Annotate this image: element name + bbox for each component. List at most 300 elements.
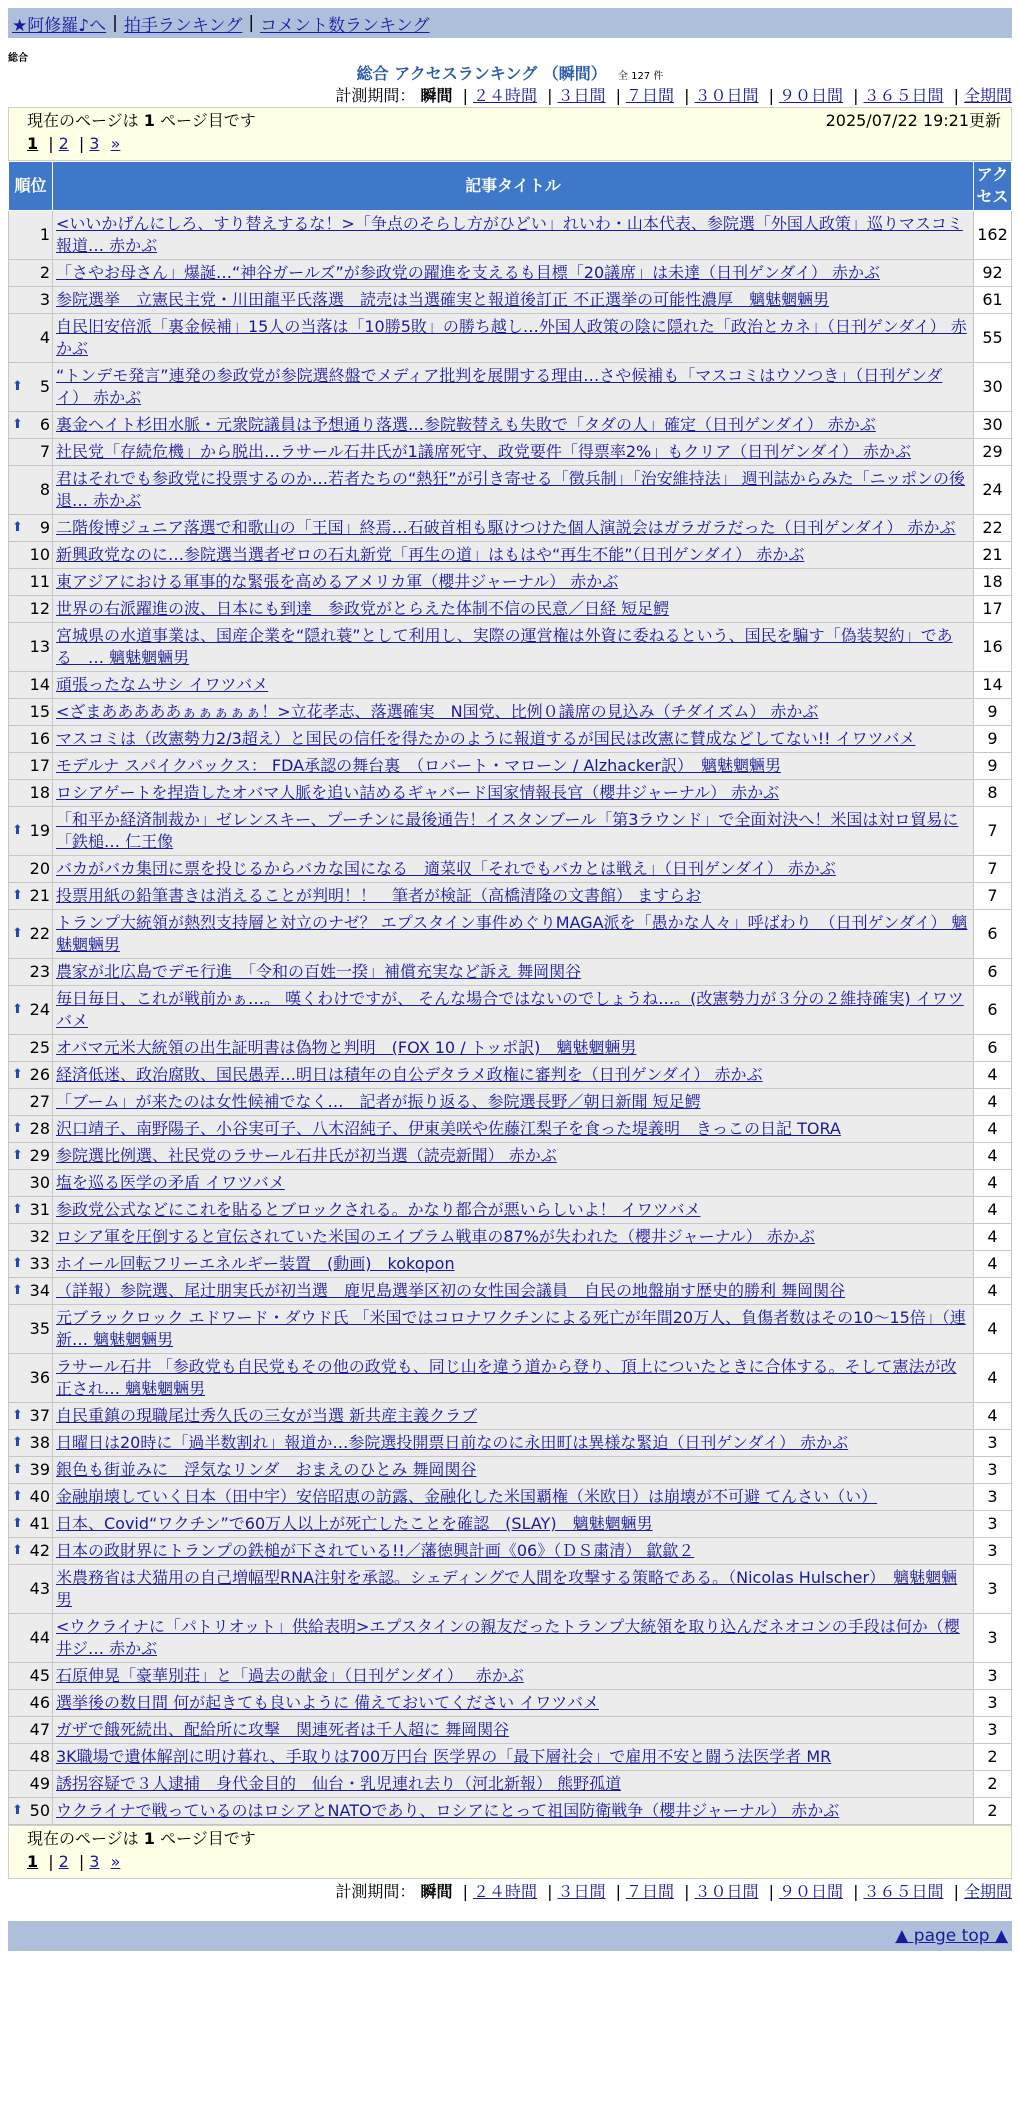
rank-number: 3 — [39, 290, 50, 309]
title-cell — [53, 1717, 974, 1744]
article-link[interactable]: マスコミは（改憲勢力2/3超え）と国民の信任を得たかのように報道するが国民は改憲に賛成などしてない!! イワツバメ — [56, 729, 916, 748]
rank-cell — [9, 1663, 53, 1690]
article-link[interactable]: ホイール回転フリーエネルギー装置 (動画) kokopon — [56, 1254, 455, 1273]
title-cell — [53, 1170, 974, 1197]
table-row — [9, 314, 1012, 363]
title-cell — [53, 883, 974, 910]
title-cell — [53, 1278, 974, 1305]
period-link-24h[interactable]: ２４時間 — [472, 1882, 537, 1901]
rank-number: 10 — [29, 545, 50, 564]
rank-cell — [9, 1089, 53, 1116]
title-cell — [53, 211, 974, 260]
title-cell — [53, 1305, 974, 1354]
rank-cell — [9, 1251, 53, 1278]
period-current: 瞬間 — [420, 86, 453, 105]
article-link[interactable]: 石原伸晃「豪華別荘」と「過去の献金」（日刊ゲンダイ） 赤かぶ — [56, 1666, 524, 1685]
title-cell — [53, 1798, 974, 1825]
table-row — [9, 672, 1012, 699]
title-cell — [53, 260, 974, 287]
article-link[interactable]: ロシアゲートを捏造したオバマ人脈を追い詰めるギャバード国家情報長官（櫻井ジャーナル） 赤かぶ — [56, 783, 780, 802]
access-count: 7 — [974, 883, 1012, 910]
title-cell — [53, 1062, 974, 1089]
table-row — [9, 883, 1012, 910]
rank-number: 7 — [39, 442, 50, 461]
title-cell — [53, 1354, 974, 1403]
article-link[interactable]: 沢口靖子、南野陽子、小谷実可子、八木沼純子、伊東美咲や佐藤江梨子を食った堤義明 きっこの日記 TORA — [56, 1119, 841, 1138]
nav-separator: | — [112, 13, 118, 33]
rank-cell — [9, 260, 53, 287]
article-link[interactable]: 参院選挙 立憲民主党・川田龍平氏落選 読売は当選確実と報道後訂正 不正選挙の可能性濃厚 魑魅魍魎男 — [56, 290, 830, 309]
rank-up-arrow-icon: ⬆ — [12, 1202, 23, 1217]
article-link[interactable]: 銀色も街並みに 浮気なリンダ おまえのひとみ 舞岡関谷 — [56, 1460, 477, 1479]
access-count: 2 — [974, 1771, 1012, 1798]
title-cell — [53, 569, 974, 596]
rank-number: 28 — [29, 1119, 50, 1138]
title-cell — [53, 1430, 974, 1457]
article-link[interactable]: 宮城県の水道事業は、国産企業を“隠れ蓑”として利用し、実際の運営権は外資に委ねるという、国民を騙す「偽装契約」である … 魑魅魍魎男 — [56, 626, 953, 667]
current-page-text: 現在のページは 1 ページ目です — [27, 111, 256, 130]
rank-number: 44 — [29, 1628, 50, 1647]
table-row — [9, 1116, 1012, 1143]
access-count: 6 — [974, 910, 1012, 959]
access-count: 22 — [974, 515, 1012, 542]
table-row — [9, 1305, 1012, 1354]
table-row — [9, 1251, 1012, 1278]
article-link[interactable]: ウクライナで戦っているのはロシアとNATOであり、ロシアにとって祖国防衛戦争（櫻井ジャーナル） 赤かぶ — [56, 1801, 840, 1820]
access-count: 21 — [974, 542, 1012, 569]
period-link-365d[interactable]: ３６５日間 — [863, 1882, 944, 1901]
period-link-30d[interactable]: ３０日間 — [694, 86, 759, 105]
article-link[interactable]: 日本、Covid“ワクチン”で60万人以上が死亡したことを確認 (SLAY) 魑魅魍魎男 — [56, 1514, 653, 1533]
rank-number: 24 — [29, 1000, 50, 1019]
nav-link-asyura[interactable]: ★阿修羅♪へ — [12, 15, 107, 36]
access-count: 9 — [974, 753, 1012, 780]
rank-cell — [9, 1403, 53, 1430]
article-link[interactable]: 日曜日は20時に「過半数割れ」報道か…参院選投開票日前なのに永田町は異様な緊迫（日刊ゲンダイ） 赤かぶ — [56, 1433, 849, 1452]
rank-number: 48 — [29, 1747, 50, 1766]
rank-number: 4 — [39, 328, 50, 347]
article-link[interactable]: 毎日毎日、これが戦前かぁ…。 嘆くわけですが、 そんな場合ではないのでしょうね…。(改憲勢力が３分の２維持確実) イワツバメ — [56, 989, 964, 1030]
table-row — [9, 910, 1012, 959]
table-row — [9, 623, 1012, 672]
title-cell — [53, 439, 974, 466]
access-count: 9 — [974, 726, 1012, 753]
rank-number: 21 — [29, 886, 50, 905]
article-link[interactable]: 「さやお母さん」爆誕…“神谷ガールズ”が参政党の躍進を支えるも目標「20議席」は未達（日刊ゲンダイ） 赤かぶ — [56, 263, 880, 282]
table-row — [9, 1354, 1012, 1403]
access-count: 55 — [974, 314, 1012, 363]
article-link[interactable]: 3K職場で遺体解剖に明け暮れ、手取りは700万円台 医学界の「最下層社会」で雇用不安と闘う法医学者 MR — [56, 1747, 832, 1766]
footer-bar — [8, 1921, 1012, 1951]
rank-cell — [9, 623, 53, 672]
table-row — [9, 466, 1012, 515]
title-cell — [53, 672, 974, 699]
table-row — [9, 260, 1012, 287]
table-row — [9, 986, 1012, 1035]
title-cell — [53, 1457, 974, 1484]
access-count: 18 — [974, 569, 1012, 596]
rank-number: 33 — [29, 1254, 50, 1273]
period-link-7d[interactable]: ７日間 — [625, 1882, 674, 1901]
article-link[interactable]: ガザで餓死続出、配給所に攻撃 関連死者は千人超に 舞岡関谷 — [56, 1720, 510, 1739]
title-cell — [53, 1251, 974, 1278]
table-row — [9, 1565, 1012, 1614]
pager-next[interactable]: » — [110, 1852, 121, 1871]
title-cell — [53, 726, 974, 753]
rank-cell — [9, 515, 53, 542]
rank-number: 27 — [29, 1092, 50, 1111]
table-row — [9, 1278, 1012, 1305]
article-link[interactable]: 「ブーム」が来たのは女性候補でなく… 記者が振り返る、参院選長野／朝日新聞 短足鰐 — [56, 1092, 701, 1111]
title-cell — [53, 699, 974, 726]
article-link[interactable]: 元ブラックロック エドワード・ダウド氏 「米国ではコロナワクチンによる死亡が年間20万人、負傷者数はその10～15倍」（連新… 魑魅魍魎男 — [56, 1308, 966, 1349]
rank-number: 40 — [29, 1487, 50, 1506]
access-count: 2 — [974, 1744, 1012, 1771]
table-row — [9, 1717, 1012, 1744]
rank-number: 41 — [29, 1514, 50, 1533]
table-row — [9, 1062, 1012, 1089]
rank-number: 43 — [29, 1579, 50, 1598]
page-top-link[interactable]: ▲ page top ▲ — [895, 1926, 1008, 1946]
article-link[interactable]: （詳報）参院選、尾辻朋実氏が初当選 鹿児島選挙区初の女性国会議員 自民の地盤崩す歴史的勝利 舞岡関谷 — [56, 1281, 846, 1300]
table-row — [9, 211, 1012, 260]
article-link[interactable]: トランプ大統領が熱烈支持層と対立のナゼ？ エプスタイン事件めぐりMAGA派を「愚かな人々」呼ばわり （日刊ゲンダイ） 魑魅魍魎男 — [56, 913, 968, 954]
rank-cell — [9, 986, 53, 1035]
article-link[interactable]: “トンデモ発言”連発の参政党が参院選終盤でメディア批判を展開する理由…さや候補も「マスコミはウソつき」（日刊ゲンダイ） 赤かぶ — [56, 366, 943, 407]
access-count: 4 — [974, 1354, 1012, 1403]
article-link[interactable]: 塩を巡る医学の矛盾 イワツバメ — [56, 1173, 285, 1192]
article-link[interactable]: <ざまあああああぁぁぁぁぁ！>立花孝志、落選確実 N国党、比例０議席の見込み（チダイズム） 赤かぶ — [56, 702, 819, 721]
title-cell — [53, 1035, 974, 1062]
period-link-24h[interactable]: ２４時間 — [472, 86, 537, 105]
rank-number: 36 — [29, 1368, 50, 1387]
rank-cell — [9, 1614, 53, 1663]
article-link[interactable]: 選挙後の数日間 何が起きても良いように 備えておいてください イワツバメ — [56, 1693, 599, 1712]
article-link[interactable]: 社民党「存続危機」から脱出…ラサール石井氏が1議席死守、政党要件「得票率2%」もクリア（日刊ゲンダイ） 赤かぶ — [56, 442, 912, 461]
table-row — [9, 807, 1012, 856]
nav-link-clap-ranking[interactable]: 拍手ランキング — [123, 15, 243, 36]
access-count: 3 — [974, 1717, 1012, 1744]
rank-up-arrow-icon: ⬆ — [12, 1543, 23, 1558]
article-link[interactable]: 経済低迷、政治腐敗、国民愚弄…明日は積年の自公デタラメ政権に審判を（日刊ゲンダイ） 赤かぶ — [56, 1065, 763, 1084]
access-count: 8 — [974, 780, 1012, 807]
rank-cell — [9, 287, 53, 314]
rank-number: 13 — [29, 637, 50, 656]
table-row — [9, 1798, 1012, 1825]
rank-number: 1 — [39, 225, 50, 244]
period-link-7d[interactable]: ７日間 — [625, 86, 674, 105]
table-row — [9, 1484, 1012, 1511]
period-link-all[interactable]: 全期間 — [963, 86, 1012, 105]
rank-cell — [9, 1511, 53, 1538]
table-row — [9, 439, 1012, 466]
article-link[interactable]: 裏金ヘイト杉田水脈・元衆院議員は予想通り落選…参院鞍替えも失敗で「タダの人」確定（日刊ゲンダイ） 赤かぶ — [56, 415, 876, 434]
rank-number: 23 — [29, 962, 50, 981]
rank-number: 50 — [29, 1801, 50, 1820]
article-link[interactable]: 自民旧安倍派「裏金候補」15人の当落は「10勝5敗」の勝ち越し…外国人政策の陰に隠れた「政治とカネ」（日刊ゲンダイ） 赤かぶ — [56, 317, 967, 358]
rank-up-arrow-icon: ⬆ — [12, 417, 23, 432]
table-row — [9, 1035, 1012, 1062]
rank-number: 18 — [29, 783, 50, 802]
article-link[interactable]: 君はそれでも参政党に投票するのか…若者たちの“熱狂”が引き寄せる「徴兵制」「治安維持法」 週刊誌からみた「ニッポンの後退… 赤かぶ — [56, 469, 966, 510]
rank-cell — [9, 807, 53, 856]
period-selector-bottom: 計測期間： 瞬間 | ２４時間 | ３日間 | ７日間 | ３０日間 | ９０日間 | ３６５日間 | 全期間 — [335, 1882, 1012, 1901]
table-row — [9, 1197, 1012, 1224]
period-link-365d[interactable]: ３６５日間 — [863, 86, 944, 105]
rank-number: 12 — [29, 599, 50, 618]
table-row — [9, 959, 1012, 986]
title-cell — [53, 807, 974, 856]
rank-number: 25 — [29, 1038, 50, 1057]
title-cell — [53, 1224, 974, 1251]
rank-number: 29 — [29, 1146, 50, 1165]
pager-bottom: 1 | 2 | 3 » — [27, 1852, 121, 1871]
article-link[interactable]: 東アジアにおける軍事的な緊張を高めるアメリカ軍（櫻井ジャーナル） 赤かぶ — [56, 572, 619, 591]
pager-top: 1 | 2 | 3 » — [27, 134, 121, 153]
article-link[interactable]: 金融崩壊していく日本（田中宇）安倍昭恵の訪露、金融化した米国覇権（米欧日）は崩壊が不可避 てんさい（い） — [56, 1487, 878, 1506]
rank-number: 14 — [29, 675, 50, 694]
rank-cell — [9, 1062, 53, 1089]
article-link[interactable]: 投票用紙の鉛筆書きは消えることが判明！！ 筆者が検証（高橋清隆の文書館） ますらお — [56, 886, 702, 905]
access-count: 3 — [974, 1430, 1012, 1457]
table-row — [9, 412, 1012, 439]
title-cell — [53, 466, 974, 515]
rank-cell — [9, 910, 53, 959]
article-link[interactable]: <ウクライナに「パトリオット」供給表明>エプスタインの親友だったトランプ大統領を取り込んだネオコンの手段は何か（櫻井ジ… 赤かぶ — [56, 1617, 960, 1658]
title-cell — [53, 515, 974, 542]
access-count: 4 — [974, 1062, 1012, 1089]
title-cell — [53, 1538, 974, 1565]
rank-cell — [9, 1538, 53, 1565]
title-cell — [53, 856, 974, 883]
article-link[interactable]: 頑張ったなムサシ イワツバメ — [56, 675, 269, 694]
access-count: 7 — [974, 807, 1012, 856]
title-cell — [53, 780, 974, 807]
rank-cell — [9, 753, 53, 780]
rank-up-arrow-icon: ⬆ — [12, 1148, 23, 1163]
access-count: 4 — [974, 1305, 1012, 1354]
article-link[interactable]: <いいかげんにしろ、すり替えするな！>「争点のそらし方がひどい」れいわ・山本代表、参院選「外国人政策」巡りマスコミ報道… 赤かぶ — [56, 214, 963, 255]
total-count: 全 127 件 — [617, 71, 664, 82]
article-link[interactable]: 二階俊博ジュニア落選で和歌山の「王国」終焉…石破首相も駆けつけた個人演説会はガラガラだった（日刊ゲンダイ） 赤かぶ — [56, 518, 956, 537]
ranking-header — [8, 63, 1012, 85]
period-link-3d[interactable]: ３日間 — [557, 1882, 606, 1901]
table-row — [9, 363, 1012, 412]
article-link[interactable]: 自民重鎮の現職尾辻秀久氏の三女が当選 新共産主義クラブ — [56, 1406, 478, 1425]
rank-cell — [9, 1278, 53, 1305]
access-count: 4 — [974, 1116, 1012, 1143]
article-link[interactable]: オバマ元米大統領の出生証明書は偽物と判明 (FOX 10 / トッポ訳) 魑魅魍魎男 — [56, 1038, 637, 1057]
access-count: 4 — [974, 1251, 1012, 1278]
rank-number: 15 — [29, 702, 50, 721]
access-count: 3 — [974, 1538, 1012, 1565]
rank-up-arrow-icon: ⬆ — [12, 1067, 23, 1082]
title-cell — [53, 1663, 974, 1690]
rank-up-arrow-icon: ⬆ — [12, 888, 23, 903]
article-link[interactable]: 世界の右派躍進の波、日本にも到達 参政党がとらえた体制不信の民意／日経 短足鰐 — [56, 599, 670, 618]
article-link[interactable]: ラサール石井 「参政党も自民党もその他の政党も、同じ山を違う道から登り、頂上についたときに合体する。そして憲法が改正され… 魑魅魍魎男 — [56, 1357, 957, 1398]
table-row — [9, 1224, 1012, 1251]
table-row — [9, 726, 1012, 753]
rank-cell — [9, 1354, 53, 1403]
table-row — [9, 1663, 1012, 1690]
title-cell — [53, 623, 974, 672]
column-header-title: 記事タイトル — [53, 162, 974, 211]
title-cell — [53, 1403, 974, 1430]
table-row — [9, 1614, 1012, 1663]
access-count: 4 — [974, 1224, 1012, 1251]
column-header-rank: 順位 — [9, 162, 53, 211]
access-count: 2 — [974, 1798, 1012, 1825]
access-count: 6 — [974, 1035, 1012, 1062]
article-link[interactable]: 新興政党なのに…参院選当選者ゼロの石丸新党「再生の道」はもはや“再生不能”（日刊ゲンダイ） 赤かぶ — [56, 545, 805, 564]
rank-number: 17 — [29, 756, 50, 775]
access-count: 30 — [974, 363, 1012, 412]
rank-up-arrow-icon: ⬆ — [12, 1408, 23, 1423]
pager-link-2[interactable]: 2 — [58, 134, 69, 153]
rank-cell — [9, 1457, 53, 1484]
rank-number: 35 — [29, 1319, 50, 1338]
access-count: 3 — [974, 1663, 1012, 1690]
rank-number: 2 — [39, 263, 50, 282]
rank-number: 9 — [39, 518, 50, 537]
article-link[interactable]: 米農務省は犬猫用の自己増幅型RNA注射を承認。シェディングで人間を攻撃する策略である。（Nicolas Hulscher） 魑魅魍魎男 — [56, 1568, 958, 1609]
rank-up-arrow-icon: ⬆ — [12, 1002, 23, 1017]
access-count: 3 — [974, 1457, 1012, 1484]
rank-number: 5 — [39, 377, 50, 396]
rank-cell — [9, 542, 53, 569]
ranking-table — [8, 161, 1012, 1825]
rank-number: 26 — [29, 1065, 50, 1084]
rank-up-arrow-icon: ⬆ — [12, 1516, 23, 1531]
rank-cell — [9, 1771, 53, 1798]
rank-number: 42 — [29, 1541, 50, 1560]
rank-up-arrow-icon: ⬆ — [12, 1435, 23, 1450]
title-cell — [53, 542, 974, 569]
title-cell — [53, 1116, 974, 1143]
article-link[interactable]: 参院選比例選、社民党のラサール石井氏が初当選（読売新聞） 赤かぶ — [56, 1146, 557, 1165]
article-link[interactable]: 日本の政財界にトランプの鉄槌が下されている!!／藩徳興計画《06》（ＤＳ粛清） 歙歙２ — [56, 1541, 695, 1560]
rank-cell — [9, 780, 53, 807]
rank-up-arrow-icon: ⬆ — [12, 1283, 23, 1298]
period-link-90d[interactable]: ９０日間 — [778, 1882, 843, 1901]
access-count: 4 — [974, 1170, 1012, 1197]
title-cell — [53, 363, 974, 412]
rank-up-arrow-icon: ⬆ — [12, 1489, 23, 1504]
page-info-bottom — [8, 1825, 1012, 1879]
title-cell — [53, 1771, 974, 1798]
article-link[interactable]: 農家が北広島でデモ行進 「令和の百姓一揆」補償充実など訴え 舞岡関谷 — [56, 962, 582, 981]
rank-cell — [9, 1717, 53, 1744]
title-cell — [53, 596, 974, 623]
table-row — [9, 1771, 1012, 1798]
title-cell — [53, 910, 974, 959]
title-cell — [53, 1089, 974, 1116]
access-count: 4 — [974, 1197, 1012, 1224]
access-count: 7 — [974, 856, 1012, 883]
top-navigation — [8, 8, 1012, 38]
rank-number: 22 — [29, 924, 50, 943]
table-row — [9, 780, 1012, 807]
access-count: 17 — [974, 596, 1012, 623]
current-page-text: 現在のページは 1 ページ目です — [27, 1829, 256, 1848]
title-cell — [53, 1484, 974, 1511]
nav-link-comment-ranking[interactable]: コメント数ランキング — [260, 15, 430, 36]
rank-cell — [9, 1484, 53, 1511]
rank-cell — [9, 672, 53, 699]
access-count: 61 — [974, 287, 1012, 314]
access-count: 29 — [974, 439, 1012, 466]
period-link-all[interactable]: 全期間 — [963, 1882, 1012, 1901]
period-link-90d[interactable]: ９０日間 — [778, 86, 843, 105]
access-count: 6 — [974, 959, 1012, 986]
rank-number: 32 — [29, 1227, 50, 1246]
article-link[interactable]: バカがバカ集団に票を投じるからバカな国になる 適菜収「それでもバカとは戦え」（日刊ゲンダイ） 赤かぶ — [56, 859, 836, 878]
rank-cell — [9, 1035, 53, 1062]
title-cell — [53, 1511, 974, 1538]
article-link[interactable]: 参政党公式などにこれを貼るとブロックされる。かなり都合が悪いらしいよ！ イワツバメ — [56, 1200, 701, 1219]
rank-cell — [9, 569, 53, 596]
rank-number: 47 — [29, 1720, 50, 1739]
period-link-3d[interactable]: ３日間 — [557, 86, 606, 105]
article-link[interactable]: モデルナ スパイクバックス： FDA承認の舞台裏 （ロバート・マローン / Alzhacker訳） 魑魅魍魎男 — [56, 756, 782, 775]
rank-cell — [9, 466, 53, 515]
rank-cell — [9, 211, 53, 260]
pager-next[interactable]: » — [110, 134, 121, 153]
access-count: 3 — [974, 1565, 1012, 1614]
title-cell — [53, 753, 974, 780]
title-cell — [53, 1197, 974, 1224]
rank-number: 31 — [29, 1200, 50, 1219]
rank-cell — [9, 1565, 53, 1614]
title-cell — [53, 1565, 974, 1614]
article-link[interactable]: ロシア軍を圧倒すると宣伝されていた米国のエイブラム戦車の87%が失われた（櫻井ジャーナル） 赤かぶ — [56, 1227, 815, 1246]
access-count: 162 — [974, 211, 1012, 260]
title-cell — [53, 1143, 974, 1170]
rank-cell — [9, 412, 53, 439]
access-count: 30 — [974, 412, 1012, 439]
rank-number: 45 — [29, 1666, 50, 1685]
table-row — [9, 1744, 1012, 1771]
rank-number: 37 — [29, 1406, 50, 1425]
period-link-30d[interactable]: ３０日間 — [694, 1882, 759, 1901]
table-row — [9, 542, 1012, 569]
table-row — [9, 569, 1012, 596]
rank-cell — [9, 1430, 53, 1457]
title-cell — [53, 287, 974, 314]
page-info-top — [8, 107, 1012, 161]
pager-link-3[interactable]: 3 — [89, 1852, 100, 1871]
table-row — [9, 1089, 1012, 1116]
rank-cell — [9, 439, 53, 466]
article-link[interactable]: 「和平か経済制裁か」ゼレンスキー、プーチンに最後通告！イスタンブール「第3ラウンド」で全面対決へ！米国は対ロ貿易に「鉄槌… 仁王像 — [56, 810, 959, 851]
rank-cell — [9, 1305, 53, 1354]
rank-up-arrow-icon: ⬆ — [12, 823, 23, 838]
rank-up-arrow-icon: ⬆ — [12, 1121, 23, 1136]
article-link[interactable]: 誘拐容疑で３人逮捕 身代金目的 仙台・乳児連れ去り（河北新報） 熊野孤道 — [56, 1774, 622, 1793]
rank-up-arrow-icon: ⬆ — [12, 520, 23, 535]
table-row — [9, 1538, 1012, 1565]
rank-cell — [9, 1798, 53, 1825]
rank-up-arrow-icon: ⬆ — [12, 379, 23, 394]
rank-number: 16 — [29, 729, 50, 748]
access-count: 4 — [974, 1403, 1012, 1430]
title-cell — [53, 314, 974, 363]
pager-link-2[interactable]: 2 — [58, 1852, 69, 1871]
table-row — [9, 1143, 1012, 1170]
rank-up-arrow-icon: ⬆ — [12, 1256, 23, 1271]
pager-link-3[interactable]: 3 — [89, 134, 100, 153]
